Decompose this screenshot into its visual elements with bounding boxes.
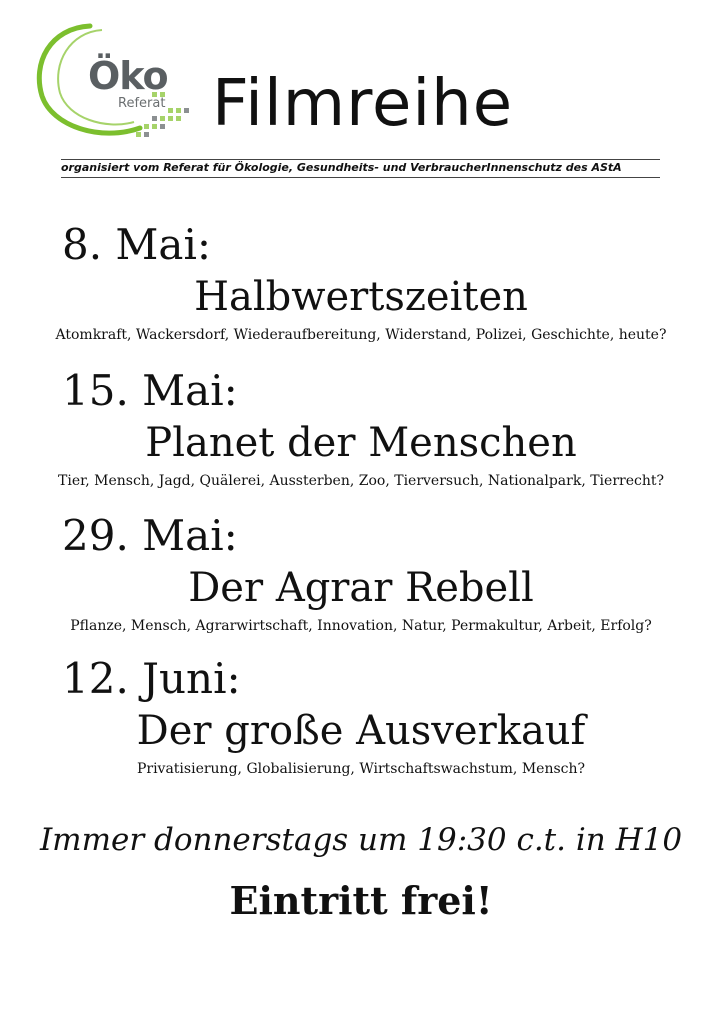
organizer-line: organisiert vom Referat für Ökologie, Gesundheits- und VerbraucherInnenschutz des AStA bbox=[61, 159, 660, 178]
event-film-title: Der Agrar Rebell bbox=[188, 565, 534, 611]
event-film-title: Halbwertszeiten bbox=[194, 274, 528, 320]
schedule-note: Immer donnerstags um 19:30 c.t. in H10 bbox=[39, 822, 683, 858]
event-date: 15. Mai: bbox=[62, 366, 238, 415]
logo-word: Öko bbox=[88, 54, 168, 98]
event-tags: Tier, Mensch, Jagd, Quälerei, Aussterben, Zoo, Tierversuch, Nationalpark, Tierrecht? bbox=[58, 473, 664, 489]
free-entry-note: Eintritt frei! bbox=[229, 878, 493, 923]
event-date: 12. Juni: bbox=[62, 654, 241, 703]
event-tags: Pflanze, Mensch, Agrarwirtschaft, Innovation, Natur, Permakultur, Arbeit, Erfolg? bbox=[70, 618, 652, 634]
event-date: 29. Mai: bbox=[62, 511, 238, 560]
logo-subtext: Referat bbox=[118, 96, 166, 111]
event-tags: Atomkraft, Wackersdorf, Wiederaufbereitung, Widerstand, Polizei, Geschichte, heute? bbox=[55, 327, 667, 343]
event-tags: Privatisierung, Globalisierung, Wirtschaftswachstum, Mensch? bbox=[136, 761, 586, 777]
event-date: 8. Mai: bbox=[62, 220, 212, 269]
event-film-title: Der große Ausverkauf bbox=[136, 708, 586, 754]
oeko-referat-logo bbox=[30, 18, 195, 148]
page-title: Filmreihe bbox=[212, 67, 514, 141]
event-film-title: Planet der Menschen bbox=[145, 420, 577, 466]
